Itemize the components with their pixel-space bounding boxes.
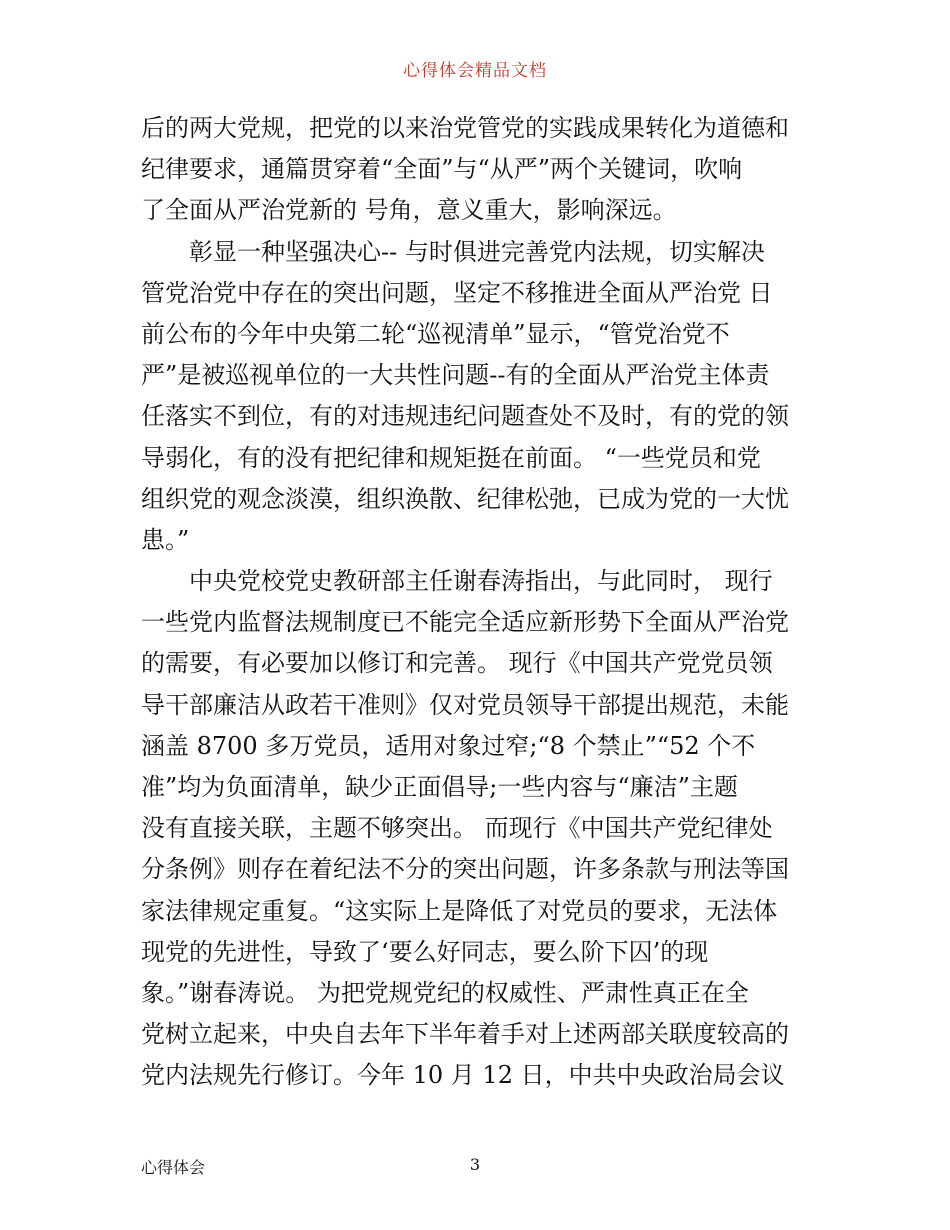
- text-line: 现党的先进性，导致了‘要么好同志，要么阶下囚’的现: [141, 937, 709, 966]
- text-line: 分条例》则存在着纪法不分的突出问题，许多条款与刑法等国: [141, 855, 789, 884]
- text-line: 前公布的今年中央第二轮“巡视清单”显示，“管党治党不: [141, 319, 730, 348]
- text-line: 涵盖 8700 多万党员，适用对象过窄;“8 个禁止”“52 个不: [141, 731, 756, 760]
- text-line: 象。”谢春涛说。 为把党规党纪的权威性、严肃性真正在全: [141, 978, 749, 1007]
- text-line: 党内法规先行修订。今年 10 月 12 日，中共中央政治局会议: [141, 1061, 785, 1090]
- text-line: 纪律要求，通篇贯穿着“全面”与“从严”两个关键词，吹响: [141, 155, 743, 184]
- text-line: 导干部廉洁从政若干准则》仅对党员领导干部提出规范，未能: [141, 690, 789, 719]
- text-line: 一些党内监督法规制度已不能完全适应新形势下全面从严治党: [141, 608, 789, 637]
- text-line: 任落实不到位，有的对违规违纪问题查处不及时，有的党的领: [141, 402, 789, 431]
- text-line: 中央党校党史教研部主任谢春涛指出，与此同时， 现行: [141, 567, 773, 596]
- text-line: 组织党的观念淡漠，组织涣散、纪律松弛，已成为党的一大忧: [141, 484, 789, 513]
- text-line: 了全面从严治党新的 号角，意义重大，影响深远。: [141, 196, 677, 225]
- text-line: 彰显一种坚强决心-- 与时俱进完善党内法规，切实解决: [141, 237, 765, 266]
- page-number: 3: [469, 1155, 481, 1174]
- text-line: 家法律规定重复。“这实际上是降低了对党员的要求，无法体: [141, 896, 778, 925]
- text-line: 导弱化，有的没有把纪律和规矩挺在前面。 “一些党员和党: [141, 443, 761, 472]
- text-line: 严”是被巡视单位的一大共性问题--有的全面从严治党主体责: [141, 361, 770, 390]
- page-header: 心得体会精品文档: [403, 61, 547, 81]
- footer-label: 心得体会: [141, 1158, 206, 1177]
- body-text: [141, 108, 811, 1097]
- text-line: 党树立起来，中央自去年下半年着手对上述两部关联度较高的: [141, 1020, 789, 1049]
- text-line: 准”均为负面清单，缺少正面倡导;一些内容与“廉洁”主题: [141, 773, 738, 801]
- text-line: 的需要，有必要加以修订和完善。 现行《中国共产党党员领: [141, 649, 773, 678]
- text-line: 患。”: [141, 525, 190, 554]
- text-line: 没有直接关联，主题不够突出。 而现行《中国共产党纪律处: [141, 814, 773, 843]
- text-line: 后的两大党规，把党的以来治党管党的实践成果转化为道德和: [141, 114, 789, 142]
- text-line: 管党治党中存在的突出问题，坚定不移推进全面从严治党 日: [141, 278, 773, 307]
